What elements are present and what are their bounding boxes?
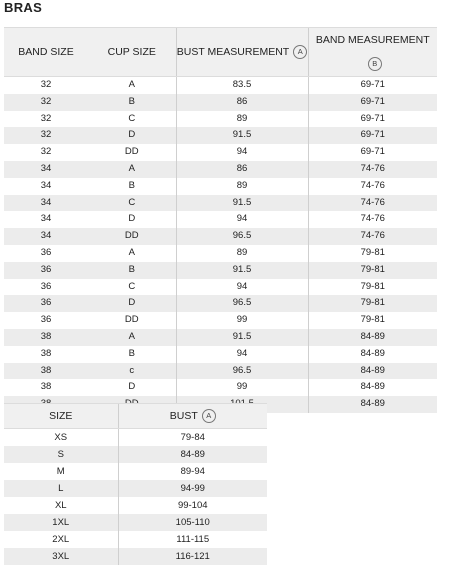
band-size-cell: 36 xyxy=(4,312,88,329)
table-row xyxy=(4,228,437,245)
cup-size-cell: A xyxy=(88,161,176,178)
cup-size-cell: D xyxy=(88,127,176,144)
cup-size-cell: B xyxy=(88,178,176,195)
table-row xyxy=(4,245,437,262)
bust-measurement-cell: 91.5 xyxy=(176,127,308,144)
sizes-table xyxy=(4,403,267,565)
table-row xyxy=(4,111,437,128)
bust-measurement-cell: 91.5 xyxy=(176,195,308,212)
header-size xyxy=(4,404,118,429)
bust-cell: 84-89 xyxy=(118,446,267,463)
bust-cell: 89-94 xyxy=(118,463,267,480)
cup-size-cell: DD xyxy=(88,312,176,329)
table-row xyxy=(4,363,437,380)
table-row xyxy=(4,514,267,531)
cup-size-cell: B xyxy=(88,346,176,363)
measurement-a-badge: A xyxy=(293,45,307,59)
table-row xyxy=(4,127,437,144)
cup-size-cell: D xyxy=(88,211,176,228)
header-label: BAND SIZE xyxy=(18,46,74,58)
bust-measurement-cell: 96.5 xyxy=(176,228,308,245)
cup-size-cell: D xyxy=(88,379,176,396)
cup-size-cell: B xyxy=(88,262,176,279)
bust-measurement-cell: 83.5 xyxy=(176,77,308,94)
band-size-cell: 38 xyxy=(4,379,88,396)
bust-measurement-cell: 96.5 xyxy=(176,363,308,380)
header-label: SIZE xyxy=(49,410,73,422)
bust-cell: 79-84 xyxy=(118,429,267,447)
header-label: CUP SIZE xyxy=(107,46,156,58)
band-measurement-cell: 74-76 xyxy=(308,178,437,195)
measurement-a-badge: A xyxy=(202,409,216,423)
bust-measurement-cell: 91.5 xyxy=(176,329,308,346)
table-row xyxy=(4,195,437,212)
table-row xyxy=(4,446,267,463)
header-bust-measurement xyxy=(176,28,308,77)
band-measurement-cell: 74-76 xyxy=(308,211,437,228)
bust-measurement-cell: 86 xyxy=(176,94,308,111)
bust-measurement-cell: 96.5 xyxy=(176,295,308,312)
size-cell: XL xyxy=(4,497,118,514)
table-row xyxy=(4,329,437,346)
cup-size-cell: c xyxy=(88,363,176,380)
bust-measurement-cell: 89 xyxy=(176,111,308,128)
band-size-cell: 36 xyxy=(4,262,88,279)
table-row xyxy=(4,161,437,178)
band-size-cell: 32 xyxy=(4,144,88,161)
table-row xyxy=(4,94,437,111)
band-size-cell: 38 xyxy=(4,346,88,363)
band-measurement-cell: 69-71 xyxy=(308,144,437,161)
size-cell: 1XL xyxy=(4,514,118,531)
band-measurement-cell: 84-89 xyxy=(308,329,437,346)
band-size-cell: 38 xyxy=(4,363,88,380)
cup-size-cell: A xyxy=(88,245,176,262)
table-header-row xyxy=(4,404,267,429)
bust-measurement-cell: 94 xyxy=(176,211,308,228)
table-row xyxy=(4,429,267,447)
band-size-cell: 34 xyxy=(4,178,88,195)
table-row xyxy=(4,531,267,548)
size-cell: M xyxy=(4,463,118,480)
header-label: BUST xyxy=(169,410,198,422)
band-measurement-cell: 84-89 xyxy=(308,396,437,413)
table-row xyxy=(4,262,437,279)
cup-size-cell: A xyxy=(88,77,176,94)
header-bust xyxy=(118,404,267,429)
table-header-row xyxy=(4,28,437,77)
bust-cell: 94-99 xyxy=(118,480,267,497)
bust-measurement-cell: 94 xyxy=(176,279,308,296)
table-row xyxy=(4,463,267,480)
cup-size-cell: D xyxy=(88,295,176,312)
band-measurement-cell: 69-71 xyxy=(308,77,437,94)
band-measurement-cell: 74-76 xyxy=(308,161,437,178)
table-row xyxy=(4,346,437,363)
table-row xyxy=(4,379,437,396)
bras-size-table xyxy=(4,27,437,413)
bust-cell: 99-104 xyxy=(118,497,267,514)
table-row xyxy=(4,295,437,312)
band-size-cell: 32 xyxy=(4,94,88,111)
header-label: BUST MEASUREMENT xyxy=(176,46,290,58)
header-cup-size xyxy=(88,28,176,77)
band-measurement-cell: 79-81 xyxy=(308,279,437,296)
table-row xyxy=(4,77,437,94)
band-size-cell: 34 xyxy=(4,195,88,212)
band-measurement-cell: 79-81 xyxy=(308,295,437,312)
bust-measurement-cell: 86 xyxy=(176,161,308,178)
table-row xyxy=(4,312,437,329)
band-measurement-cell: 79-81 xyxy=(308,312,437,329)
band-measurement-cell: 79-81 xyxy=(308,262,437,279)
cup-size-cell: B xyxy=(88,94,176,111)
bust-measurement-cell: 91.5 xyxy=(176,262,308,279)
bust-measurement-cell: 99 xyxy=(176,312,308,329)
bust-measurement-cell: 99 xyxy=(176,379,308,396)
bust-measurement-cell: 89 xyxy=(176,178,308,195)
band-size-cell: 38 xyxy=(4,329,88,346)
table-row xyxy=(4,548,267,565)
measurement-b-badge: B xyxy=(368,57,382,71)
band-size-cell: 32 xyxy=(4,77,88,94)
cup-size-cell: DD xyxy=(88,144,176,161)
cup-size-cell: C xyxy=(88,111,176,128)
size-cell: 3XL xyxy=(4,548,118,565)
size-cell: XS xyxy=(4,429,118,447)
band-measurement-cell: 84-89 xyxy=(308,363,437,380)
band-size-cell: 36 xyxy=(4,279,88,296)
cup-size-cell: C xyxy=(88,279,176,296)
header-label: BAND MEASUREMENT xyxy=(315,34,430,46)
table-row xyxy=(4,211,437,228)
table-row xyxy=(4,279,437,296)
band-measurement-cell: 84-89 xyxy=(308,379,437,396)
page-title: BRAS xyxy=(4,0,43,15)
band-size-cell: 32 xyxy=(4,111,88,128)
table-row xyxy=(4,144,437,161)
cup-size-cell: C xyxy=(88,195,176,212)
band-measurement-cell: 69-71 xyxy=(308,127,437,144)
band-measurement-cell: 74-76 xyxy=(308,228,437,245)
bust-measurement-cell: 94 xyxy=(176,346,308,363)
header-band-measurement xyxy=(308,28,437,77)
band-size-cell: 34 xyxy=(4,161,88,178)
table-row xyxy=(4,480,267,497)
header-band-size xyxy=(4,28,88,77)
table-row xyxy=(4,178,437,195)
band-size-cell: 34 xyxy=(4,228,88,245)
bust-cell: 116-121 xyxy=(118,548,267,565)
cup-size-cell: DD xyxy=(88,228,176,245)
bust-cell: 111-115 xyxy=(118,531,267,548)
band-measurement-cell: 79-81 xyxy=(308,245,437,262)
band-measurement-cell: 84-89 xyxy=(308,346,437,363)
band-measurement-cell: 74-76 xyxy=(308,195,437,212)
band-size-cell: 36 xyxy=(4,245,88,262)
size-cell: S xyxy=(4,446,118,463)
band-size-cell: 36 xyxy=(4,295,88,312)
band-size-cell: 32 xyxy=(4,127,88,144)
table-row xyxy=(4,497,267,514)
bust-cell: 105-110 xyxy=(118,514,267,531)
band-size-cell: 34 xyxy=(4,211,88,228)
band-measurement-cell: 69-71 xyxy=(308,111,437,128)
bust-measurement-cell: 94 xyxy=(176,144,308,161)
band-measurement-cell: 69-71 xyxy=(308,94,437,111)
size-cell: L xyxy=(4,480,118,497)
bust-measurement-cell: 89 xyxy=(176,245,308,262)
size-cell: 2XL xyxy=(4,531,118,548)
cup-size-cell: A xyxy=(88,329,176,346)
